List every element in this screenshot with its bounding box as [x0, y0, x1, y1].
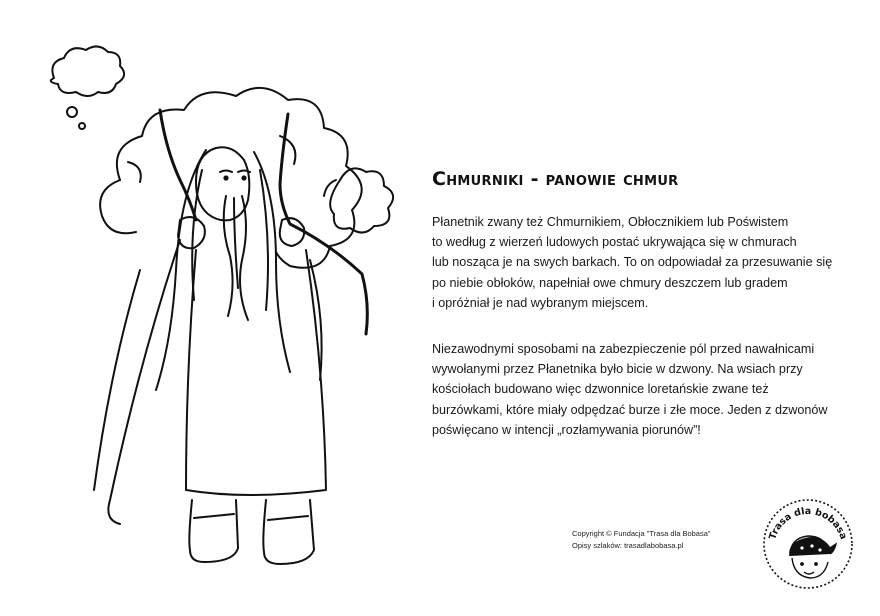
paragraph-line: to według z wierzeń ludowych postać ukrywająca się w chmurach: [432, 235, 797, 250]
description-paragraph-1: [432, 212, 862, 313]
paragraph-line: kościołach budowano więc dzwonnice loretańskie zwane też: [432, 382, 769, 397]
paragraph-line: burzówkami, które miały odpędzać burze i złe moce. Jeden z dzwonów: [432, 402, 828, 417]
logo-text: Trasa dla bobasa: [767, 506, 849, 541]
left-rope: [160, 110, 196, 220]
right-cloud-icon: [330, 168, 393, 232]
trails-credit-line: Opisy szlaków: trasadlabobasa.pl: [572, 541, 684, 550]
trasa-dla-bobasa-logo: [760, 496, 856, 592]
copyright-line: Copyright © Fundacja "Trasa dla Bobasa": [572, 529, 711, 538]
paragraph-line: wywołanymi przez Płanetnika było bicie w dzwony. Na wsiach przy: [432, 362, 803, 377]
small-cloud-icon: [51, 46, 124, 96]
paragraph-line: Płanetnik zwany też Chmurnikiem, Obłocznikiem lub Poświstem: [432, 215, 789, 229]
right-boot: [263, 500, 314, 564]
planetnik-illustration: [20, 30, 400, 590]
description-paragraph-2: [432, 339, 862, 440]
child-with-bandana-icon: [790, 536, 836, 578]
paragraph-line: po niebie obłoków, napełniał owe chmury deszczem lub gradem: [432, 275, 788, 290]
big-cloud-icon: [117, 88, 362, 268]
paragraph-line: i opróżniał je nad wybranym miejscem.: [432, 295, 649, 310]
paragraph-line: lub nosząca je na swych barkach. To on odpowiadał za przesuwanie się: [432, 255, 833, 270]
copyright-notice: [572, 528, 711, 552]
paragraph-line: poświęcano w intencji „rozłamywania piorunów”!: [432, 422, 701, 437]
head: [196, 147, 249, 220]
page-title: Chmurniki - panowie chmur: [432, 168, 679, 190]
robe: [108, 240, 326, 524]
beard: [224, 196, 248, 320]
paragraph-line: Niezawodnymi sposobami na zabezpieczenie pól przed nawałnicami: [432, 342, 815, 356]
left-boot: [189, 500, 238, 562]
